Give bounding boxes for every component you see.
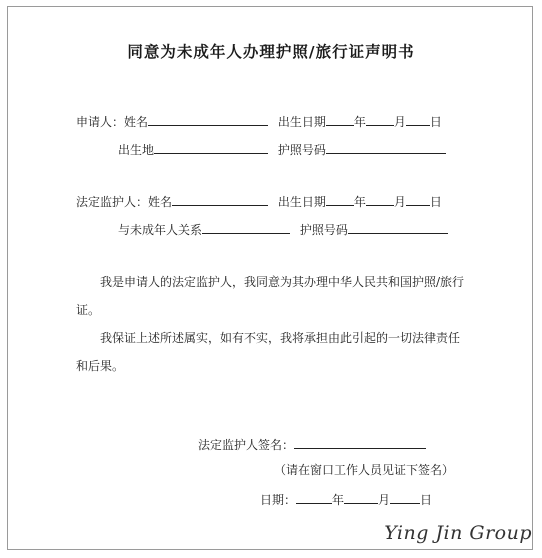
guardian-relation-label: 与未成年人关系: [118, 223, 203, 237]
guardian-row-1: [76, 193, 442, 210]
guardian-dob-day-field[interactable]: [406, 193, 430, 206]
signature-row: [198, 436, 426, 453]
declaration-text-2: 我保证上述所述属实，如有不实，我将承担由此引起的一切法律责任和后果。: [76, 331, 461, 373]
applicant-dob-month-field[interactable]: [366, 113, 394, 126]
guardian-dob-label: 出生日期: [277, 195, 326, 209]
applicant-row-1: [76, 113, 442, 130]
guardian-month-label: 月: [393, 195, 406, 209]
applicant-dob-day-field[interactable]: [406, 113, 430, 126]
guardian-passport-field[interactable]: [348, 221, 448, 234]
applicant-passport-label: 护照号码: [277, 143, 326, 157]
signature-field[interactable]: [294, 436, 426, 449]
declaration-paragraph-2: [76, 324, 466, 380]
applicant-label: 申请人：: [76, 115, 125, 129]
signature-year-field[interactable]: [296, 491, 332, 504]
applicant-name-label: 姓名: [124, 115, 149, 129]
document-title: 同意为未成年人办理护照/旅行证声明书: [127, 43, 415, 61]
guardian-dob-month-field[interactable]: [366, 193, 394, 206]
applicant-name-field[interactable]: [148, 113, 268, 126]
signature-day-field[interactable]: [390, 491, 420, 504]
signature-label: 法定监护人签名：: [198, 438, 295, 452]
signature-day-label: 日: [420, 493, 433, 507]
applicant-day-label: 日: [429, 115, 442, 129]
watermark-logo: Ying Jin Group: [384, 522, 532, 544]
applicant-birthplace-field[interactable]: [154, 141, 268, 154]
guardian-name-label: 姓名: [148, 195, 173, 209]
guardian-label: 法定监护人：: [76, 195, 149, 209]
guardian-year-label: 年: [353, 195, 366, 209]
signature-note: （请在窗口工作人员见证下签名）: [274, 463, 455, 477]
signature-month-label: 月: [378, 493, 391, 507]
applicant-passport-field[interactable]: [326, 141, 446, 154]
guardian-row-2: [118, 221, 448, 238]
applicant-month-label: 月: [393, 115, 406, 129]
guardian-day-label: 日: [429, 195, 442, 209]
declaration-text-1: 我是申请人的法定监护人，我同意为其办理中华人民共和国护照/旅行证。: [76, 275, 465, 317]
signature-date-row: [260, 491, 432, 508]
applicant-dob-year-field[interactable]: [326, 113, 354, 126]
applicant-row-2: [118, 141, 446, 158]
signature-date-label: 日期：: [260, 493, 297, 507]
guardian-name-field[interactable]: [172, 193, 268, 206]
applicant-birthplace-label: 出生地: [118, 143, 155, 157]
guardian-passport-label: 护照号码: [299, 223, 348, 237]
signature-month-field[interactable]: [344, 491, 378, 504]
guardian-dob-year-field[interactable]: [326, 193, 354, 206]
applicant-dob-label: 出生日期: [277, 115, 326, 129]
declaration-paragraph-1: [76, 268, 466, 324]
guardian-relation-field[interactable]: [202, 221, 290, 234]
signature-year-label: 年: [332, 493, 345, 507]
applicant-year-label: 年: [353, 115, 366, 129]
